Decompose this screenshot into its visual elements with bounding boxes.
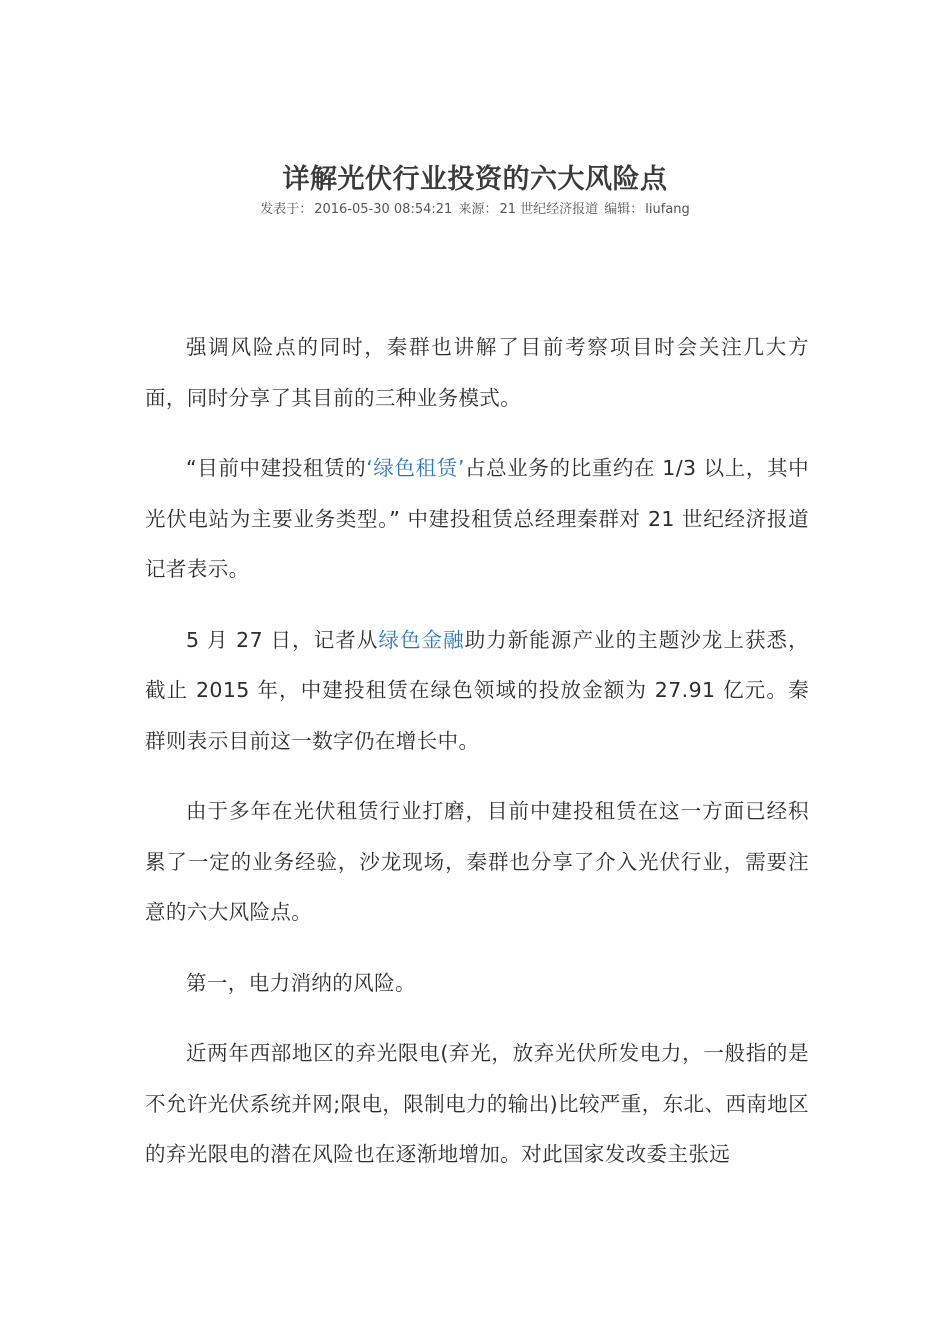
source-value: 21 世纪经济报道 [499,202,599,217]
green-leasing-link[interactable]: ‘绿色租赁’ [366,456,465,480]
green-finance-link[interactable]: 绿色金融 [378,627,465,652]
paragraph-1: 强调风险点的同时，秦群也讲解了目前考察项目时会关注几大方面，同时分享了其目前的三种业务模式。 [145,335,809,410]
article-title: 详解光伏行业投资的六大风险点 [282,164,668,196]
paragraph-3-text-start: 5 月 27 日，记者从 [186,627,379,652]
paragraph-4: 由于多年在光伏租赁行业打磨，目前中建投租赁在这一方面已经积累了一定的业务经验，沙龙现场，秦群也分享了介入光伏行业，需要注意的六大风险点。 [145,799,809,924]
paragraph-6: 近两年西部地区的弃光限电(弃光，放弃光伏所发电力，一般指的是不允许光伏系统并网;限电，限制电力的输出)比较严重，东北、西南地区的弃光限电的潜在风险也在逐渐地增加。对此国家发改委主张远 [145,1041,809,1166]
published-label: 发表于： [260,202,313,217]
paragraph-2-text-end: 占总业务的比重约在 1/3 以上，其中光伏电站为主要业务类型。” 中建投租赁总经理秦群对 21 世纪经济报道记者表示。 [145,456,809,581]
paragraph-2 [145,443,809,595]
source-label: 来源： [458,202,498,217]
article-meta [0,200,950,220]
paragraph-5: 第一，电力消纳的风险。 [186,970,416,995]
editor-label: 编辑： [604,202,644,217]
paragraph-3-text-end: 助力新能源产业的主题沙龙上获悉，截止 2015 年，中建投租赁在绿色领域的投放金额为 27.91 亿元。秦群则表示目前这一数字仍在增长中。 [145,627,809,753]
article-body [145,322,809,1200]
editor-value: liufang [645,202,690,217]
paragraph-2-text-start: “目前中建投租赁的 [186,456,367,480]
paragraph-3 [145,615,809,767]
published-time: 2016-05-30 08:54:21 [314,202,453,217]
